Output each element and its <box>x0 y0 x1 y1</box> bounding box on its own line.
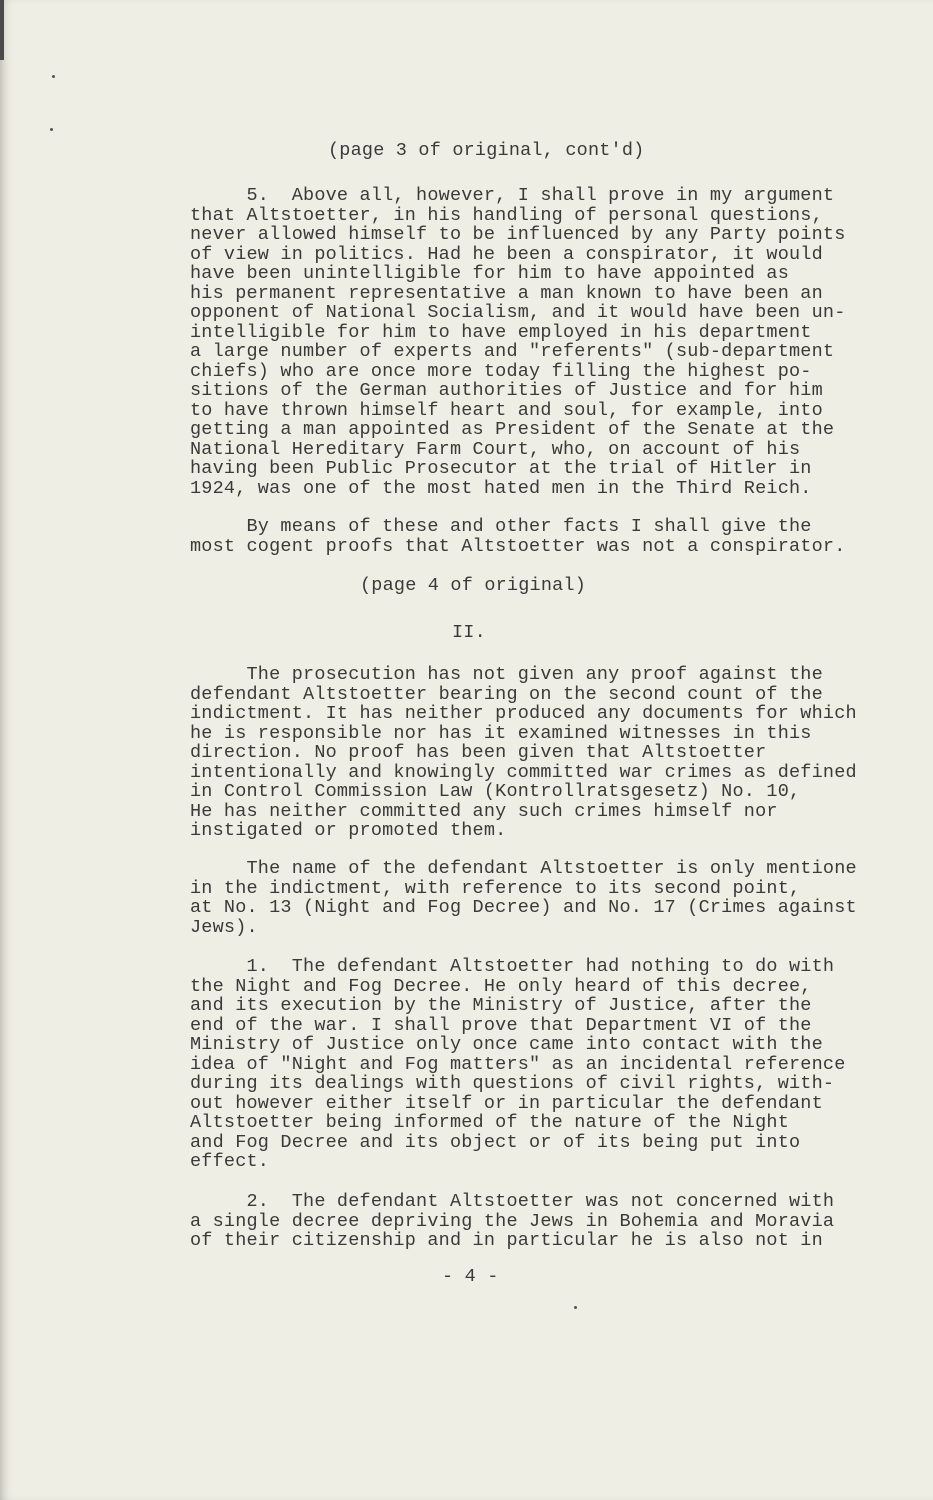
text-line: getting a man appointed as President of the Senate at the <box>190 419 835 440</box>
text-line: Jews). <box>190 916 258 938</box>
text-line: in the indictment, with reference to its second point, <box>190 877 801 899</box>
text-line: defendant Altstoetter bearing on the second count of the <box>190 683 823 705</box>
text-line: out however either itself or in particular the defendant <box>190 1092 823 1114</box>
text-line: intelligible for him to have employed in his department <box>190 321 812 343</box>
text-line: indictment. It has neither produced any documents for which <box>190 703 857 724</box>
text-line: during its dealings with questions of civil rights, with- <box>190 1073 835 1094</box>
text-line: effect. <box>190 1151 270 1172</box>
text-line: instigated or promoted them. <box>190 820 507 841</box>
text-line: the Night and Fog Decree. He only heard of this decree, <box>190 975 812 997</box>
text-line: having been Public Prosecutor at the trial of Hitler in <box>190 458 812 479</box>
paper-speck <box>52 75 55 78</box>
text-line: have been unintelligible for him to have appointed as <box>190 263 789 284</box>
page-header: (page 3 of original, cont'd) <box>328 140 645 161</box>
text-line: National Hereditary Farm Court, who, on account of his <box>190 438 801 460</box>
text-line: 2. The defendant Altstoetter was not concerned with <box>190 1191 835 1212</box>
text-line: and Fog Decree and its object or of its being put into <box>190 1131 801 1153</box>
page-4-header: (page 4 of original) <box>360 575 587 596</box>
text-line: and its execution by the Ministry of Justice, after the <box>190 995 812 1016</box>
text-line: end of the war. I shall prove that Department VI of the <box>190 1014 812 1036</box>
text-line: a single decree depriving the Jews in Bohemia and Moravia <box>190 1210 835 1232</box>
text-line: a large number of experts and "referents" (sub-department <box>190 341 835 362</box>
text-line: never allowed himself to be influenced by any Party points <box>190 224 846 245</box>
text-line: of view in politics. Had he been a conspirator, it would <box>190 243 823 265</box>
text-line: of their citizenship and in particular he is also not in <box>190 1230 823 1251</box>
paper-speck <box>574 1306 577 1309</box>
text-line: that Altstoetter, in his handling of personal questions, <box>190 204 823 226</box>
text-line: Altstoetter being informed of the nature of the Night <box>190 1112 789 1133</box>
page-number: - 4 - <box>442 1266 499 1287</box>
text-line: sitions of the German authorities of Justice and for him <box>190 380 823 401</box>
text-line: He has neither committed any such crimes himself nor <box>190 800 778 822</box>
text-line: Ministry of Justice only once came into contact with the <box>190 1034 823 1055</box>
text-line: idea of "Night and Fog matters" as an incidental reference <box>190 1053 846 1075</box>
text-line: intentionally and knowingly committed war crimes as defined <box>190 761 857 783</box>
paper-speck <box>50 128 53 131</box>
text-line: The prosecution has not given any proof against the <box>190 664 823 685</box>
text-line: at No. 13 (Night and Fog Decree) and No. 17 (Crimes against <box>190 897 857 918</box>
text-line: chiefs) who are once more today filling the highest po- <box>190 360 812 382</box>
page-edge-mark <box>0 0 4 60</box>
text-line: he is responsible nor has it examined witnesses in this <box>190 722 812 744</box>
text-line: The name of the defendant Altstoetter is only mentione <box>190 858 857 879</box>
text-line: most cogent proofs that Altstoetter was not a conspirator. <box>190 535 846 557</box>
section-heading: II. <box>452 622 486 643</box>
text-line: direction. No proof has been given that Altstoetter <box>190 742 767 763</box>
text-line: By means of these and other facts I shall give the <box>190 516 812 537</box>
text-line: in Control Commission Law (Kontrollratsgesetz) No. 10, <box>190 781 801 802</box>
text-line: 1. The defendant Altstoetter had nothing to do with <box>190 956 835 977</box>
text-line: to have thrown himself heart and soul, for example, into <box>190 399 823 421</box>
text-line: his permanent representative a man known to have been an <box>190 282 823 304</box>
text-line: 5. Above all, however, I shall prove in my argument <box>190 185 835 206</box>
text-line: opponent of National Socialism, and it would have been un- <box>190 302 846 323</box>
text-line: 1924, was one of the most hated men in the Third Reich. <box>190 477 812 499</box>
